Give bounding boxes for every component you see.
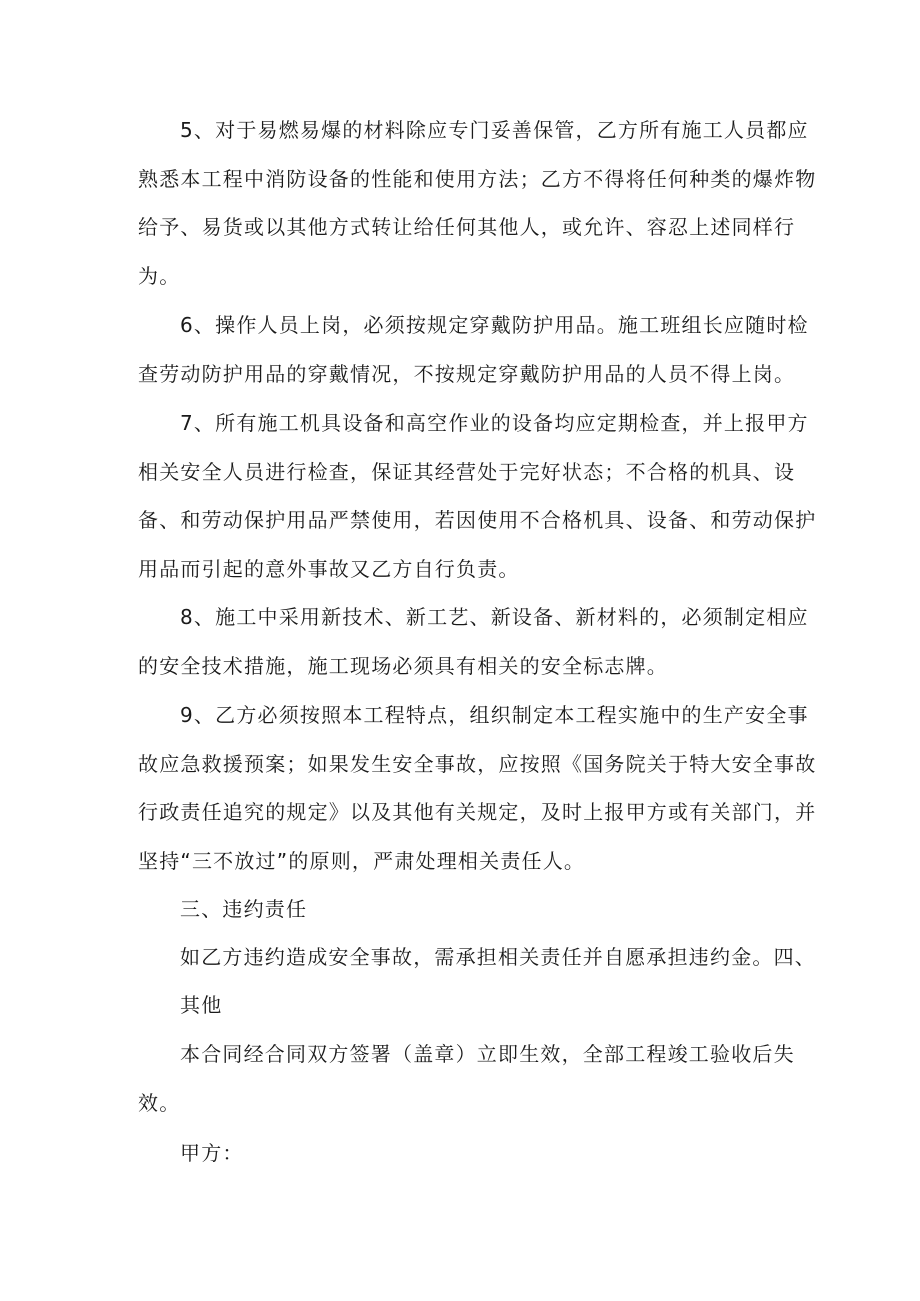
clause-7-line-2: 相关安全人员进行检查，保证其经营处于完好状态；不合格的机具、设 bbox=[138, 459, 796, 484]
clause-8-line-2: 的安全技术措施，施工现场必须具有相关的安全标志牌。 bbox=[138, 653, 668, 678]
clause-9-line-3: 行政责任追究的规定》以及其他有关规定，及时上报甲方或有关部门，并 bbox=[138, 800, 817, 824]
breach-section-heading: 三、违约责任 bbox=[180, 897, 308, 921]
clause-5-line-2: 熟悉本工程中消防设备的性能和使用方法；乙方不得将任何种类的爆炸物 bbox=[138, 166, 817, 191]
effectiveness-line-1: 本合同经合同双方签署（盖章）立即生效，全部工程竣工验收后失 bbox=[180, 1042, 795, 1066]
effectiveness-line-2: 效。 bbox=[138, 1090, 181, 1115]
clause-6-line-1: 6、操作人员上岗，必须按规定穿戴防护用品。施工班组长应随时检 bbox=[180, 313, 809, 337]
clause-9-paragraph bbox=[138, 691, 817, 885]
clause-7-line-1: 7、所有施工机具设备和高空作业的设备均应定期检查，并上报甲方 bbox=[180, 411, 809, 435]
clause-7-line-3: 备、和劳动保护用品严禁使用，若因使用不合格机具、设备、和劳动保护 bbox=[138, 508, 817, 532]
other-section-heading: 其他 bbox=[180, 993, 223, 1017]
clause-8-paragraph bbox=[138, 593, 809, 690]
clause-5-line-4: 为。 bbox=[138, 263, 181, 288]
clause-8-line-1: 8、施工中采用新技术、新工艺、新设备、新材料的，必须制定相应 bbox=[180, 605, 809, 629]
breach-text: 如乙方违约造成安全事故，需承担相关责任并自愿承担违约金。四、 bbox=[180, 945, 816, 969]
clause-9-line-1: 9、乙方必须按照本工程特点，组织制定本工程实施中的生产安全事 bbox=[180, 703, 809, 727]
effectiveness-paragraph bbox=[138, 1030, 798, 1127]
clause-9-line-4: 坚持“三不放过”的原则，严肃处理相关责任人。 bbox=[138, 848, 586, 873]
party-a-label: 甲方： bbox=[180, 1141, 244, 1165]
clause-7-line-4: 用品而引起的意外事故又乙方自行负责。 bbox=[138, 556, 520, 581]
clause-6-line-2: 查劳动防护用品的穿戴情况，不按规定穿戴防护用品的人员不得上岗。 bbox=[138, 361, 796, 386]
clause-7-paragraph bbox=[138, 399, 817, 593]
clause-5-paragraph bbox=[138, 106, 817, 300]
clause-5-line-3: 给予、易货或以其他方式转让给任何其他人，或允许、容忍上述同样行 bbox=[138, 215, 796, 239]
clause-6-paragraph bbox=[138, 301, 809, 398]
clause-5-line-1: 5、对于易燃易爆的材料除应专门妥善保管，乙方所有施工人员都应 bbox=[180, 118, 809, 142]
clause-9-line-2: 故应急救援预案；如果发生安全事故，应按照《国务院关于特大安全事故 bbox=[138, 751, 817, 776]
